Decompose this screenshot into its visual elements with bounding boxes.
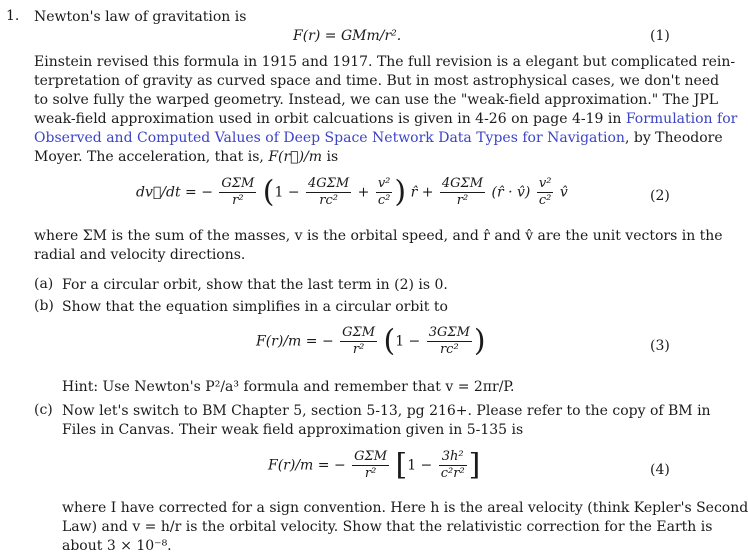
eq4-fraction-1: $\frac{\text{GΣM}}{\text{r²}}$ [354, 449, 388, 481]
paragraph-2-line-1: where ΣM is the sum of the masses, v is the orbital speed, and r̂ and v̂ are the unit vectors in the [34, 228, 723, 244]
paragraph-1-line-1: Einstein revised this formula in 1915 and 1917. The full revision is a elegant but complicated rein- [34, 54, 736, 70]
equation-2-number: (2) [650, 188, 670, 204]
paragraph-1-line-6: Moyer. The acceleration, that is, F(r⃗)/m is [34, 149, 339, 165]
equation-1-number: (1) [650, 28, 670, 44]
eq3-open-paren: ( [383, 323, 396, 359]
reference-link-part-1[interactable]: Formulation for [625, 111, 738, 127]
eq2-open-paren: ( [262, 174, 275, 210]
eq2-dot-product: (r̂ · v̂) [491, 184, 531, 201]
part-c-label: (c) [34, 402, 53, 418]
paragraph-3-line-2: Law) and v = h/r is the orbital velocity. Show that the relativistic correction for the Earth is [62, 519, 713, 535]
equation-4 [268, 449, 480, 482]
paragraph-3-line-3: about 3 × 10⁻⁸. [62, 538, 172, 554]
eq2-plus: + [357, 184, 370, 201]
hint-text: Hint: Use Newton's P²/a³ formula and remember that v = 2πr/P. [62, 379, 515, 395]
eq3-fraction-2: $\frac{\text{3GΣM}}{\text{rc²}}$ [428, 325, 470, 357]
eq2-one: 1 − [274, 184, 300, 201]
eq3-lhs: F(r)/m = − [256, 333, 334, 350]
paragraph-2-line-2: radial and velocity directions. [34, 247, 246, 263]
eq2-close-paren: ) [394, 174, 407, 210]
equation-3-number: (3) [650, 338, 670, 354]
part-c-line-2: Files in Canvas. Their weak field approximation given in 5-135 is [62, 422, 524, 438]
eq2-rhat: r̂ + [410, 184, 434, 201]
eq4-one: 1 − [407, 457, 433, 474]
paragraph-1-line-2: terpretation of gravity as curved space and time. But in most astrophysical cases, we don't need [34, 73, 720, 89]
eq3-one: 1 − [395, 333, 421, 350]
paragraph-1-line-6-text: Moyer. The acceleration, that is, [34, 149, 264, 165]
equation-4-number: (4) [650, 462, 670, 478]
eq2-fraction-2: $\frac{\text{4GΣM}}{\text{rc²}}$ [308, 176, 350, 208]
part-c-line-1: Now let's switch to BM Chapter 5, section 5-13, pg 216+. Please refer to the copy of BM in [62, 403, 711, 419]
paragraph-1-line-5 [34, 129, 723, 148]
paragraph-1-line-4 [34, 110, 738, 129]
paragraph-3-line-1: where I have corrected for a sign convention. Here h is the areal velocity (think Kepler's Second [62, 500, 748, 516]
reference-link-part-2[interactable]: Observed and Computed Values of Deep Space Network Data Types for Navigation [34, 130, 625, 146]
eq2-fraction-1: $\frac{\text{GΣM}}{\text{r²}}$ [221, 176, 255, 208]
eq4-fraction-2: $\frac{\text{3h²}}{\text{c²r²}}$ [440, 449, 465, 481]
equation-2 [136, 176, 568, 209]
paragraph-1-line-4-text: weak-field approximation used in orbit calcuations is given in 4-26 on page 4-19 in [34, 111, 622, 127]
part-a-text: For a circular orbit, show that the last term in (2) is 0. [62, 277, 448, 293]
eq3-close-paren: ) [473, 323, 486, 359]
problem-intro: Newton's law of gravitation is [34, 9, 247, 25]
eq2-fraction-5: $\frac{\text{v²}}{\text{c²}}$ [538, 176, 552, 208]
equation-1: F(r) = GMm/r². [293, 28, 402, 44]
eq4-close-bracket: ] [468, 447, 481, 483]
eq2-lhs: dv⃗/dt = − [136, 184, 213, 201]
paragraph-1-line-5-end: , by Theodore [624, 130, 723, 146]
paragraph-1-line-3: to solve fully the warped geometry. Instead, we can use the "weak-field approximation." The JPL [34, 92, 719, 108]
eq2-vhat: v̂ [559, 184, 568, 201]
acceleration-expression: F(r⃗)/m [268, 149, 323, 165]
eq2-fraction-4: $\frac{\text{4GΣM}}{\text{r²}}$ [441, 176, 484, 208]
problem-number: 1. [6, 8, 20, 24]
part-a-label: (a) [34, 276, 54, 292]
part-b-label: (b) [34, 298, 54, 314]
eq3-fraction-1: $\frac{\text{GΣM}}{\text{r²}}$ [342, 325, 376, 357]
eq4-lhs: F(r)/m = − [268, 457, 346, 474]
part-b-text: Show that the equation simplifies in a circular orbit to [62, 299, 448, 315]
eq2-fraction-3: $\frac{\text{v²}}{\text{c²}}$ [377, 176, 391, 208]
equation-3 [256, 325, 486, 358]
eq4-open-bracket: [ [395, 447, 408, 483]
